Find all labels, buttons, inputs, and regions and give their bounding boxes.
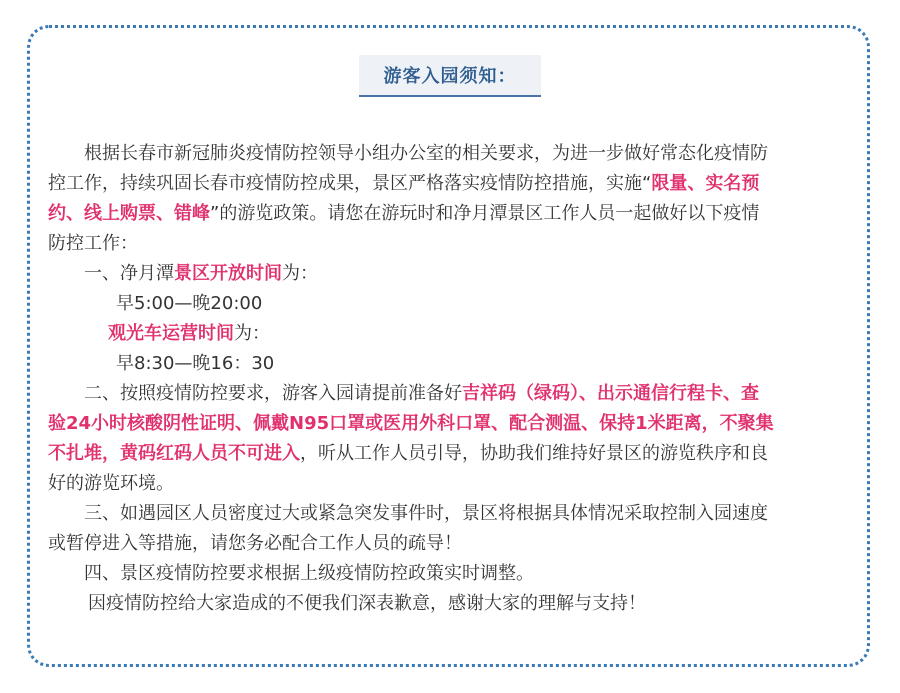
highlight-text: 约、线上购票、错峰 xyxy=(48,203,210,224)
item-2-line-3 xyxy=(48,439,860,469)
notice-body xyxy=(48,139,860,619)
highlight-text: 验24小时核酸阴性证明、佩戴N95口罩或医用外科口罩、配合测温、保持1米距离，不聚集 xyxy=(48,413,774,434)
item-text: 为： xyxy=(234,323,270,344)
shuttle-hours xyxy=(48,349,860,379)
item-2-line-4 xyxy=(48,469,860,499)
item-2-line-1 xyxy=(48,379,860,409)
intro-line-1 xyxy=(48,139,860,169)
highlight-text: 观光车运营时间 xyxy=(108,323,234,344)
closing-text: 因疫情防控给大家造成的不便我们深表歉意，感谢大家的理解与支持！ xyxy=(88,593,646,614)
item-4-line xyxy=(48,559,860,589)
time-text: 早5:00—晚20:00 xyxy=(116,293,263,314)
time-text: 早8:30—晚16：30 xyxy=(116,353,275,374)
item-text: 二、按照疫情防控要求，游客入园请提前准备好 xyxy=(84,383,462,404)
item-2-line-2 xyxy=(48,409,860,439)
intro-line-3 xyxy=(48,199,860,229)
page-title: 游客入园须知： xyxy=(383,66,517,87)
shuttle-line xyxy=(48,319,860,349)
intro-text: 根据长春市新冠肺炎疫情防控领导小组办公室的相关要求，为进一步做好常态化疫情防 xyxy=(84,143,768,164)
item-text: ，听从工作人员引导，协助我们维持好景区的游览秩序和良 xyxy=(300,443,768,464)
highlight-text: 不扎堆，黄码红码人员不可进入 xyxy=(48,443,300,464)
highlight-text: 吉祥码（绿码）、出示通信行程卡、查 xyxy=(462,383,759,404)
item-text: 为： xyxy=(282,263,318,284)
highlight-text: 限量、实名预 xyxy=(651,173,760,194)
item-1-line xyxy=(48,259,860,289)
intro-line-4 xyxy=(48,229,860,259)
item-text: 三、如遇园区人员密度过大或紧急突发事件时，景区将根据具体情况采取控制入园速度 xyxy=(84,503,768,524)
intro-line-2 xyxy=(48,169,860,199)
item-3-line-2 xyxy=(48,529,860,559)
item-text: 四、景区疫情防控要求根据上级疫情防控政策实时调整。 xyxy=(84,563,534,584)
item-text: 或暂停进入等措施，请您务必配合工作人员的疏导！ xyxy=(48,533,462,554)
item-3-line-1 xyxy=(48,499,860,529)
intro-text: ”的游览政策。请您在游玩时和净月潭景区工作人员一起做好以下疫情 xyxy=(210,203,760,224)
item-text: 一、净月潭 xyxy=(84,263,174,284)
intro-text: 防控工作： xyxy=(48,233,138,254)
title-banner xyxy=(359,55,541,97)
opening-hours xyxy=(48,289,860,319)
highlight-text: 景区开放时间 xyxy=(174,263,282,284)
intro-text: 控工作，持续巩固长春市疫情防控成果，景区严格落实疫情防控措施，实施“ xyxy=(48,173,652,194)
closing-line xyxy=(48,589,860,619)
item-text: 好的游览环境。 xyxy=(48,473,174,494)
